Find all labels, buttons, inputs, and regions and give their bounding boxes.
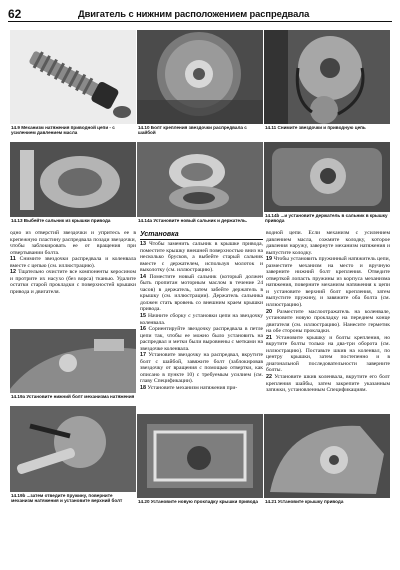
chapter-title: Двигатель с нижним расположением распредвала: [78, 8, 310, 19]
figure-photo: [137, 30, 263, 124]
step-number: 21: [266, 334, 272, 341]
step-number: 11: [10, 256, 16, 263]
figure-14-19a: [10, 329, 136, 405]
figure-caption: 14.14а Установите новый сальник и держатель.: [138, 218, 248, 223]
figure-14-19b: [10, 406, 136, 510]
figure-photo: [264, 414, 390, 498]
figure-caption: 14.11 Снимите звездочки и приводную цепь: [265, 125, 366, 130]
step-text: Тщательно очистите все компоненты керосином и протрите их насухо (без ворса) тканью. Удалите остатки старой прокладки с поверхностей крышки привода и двигателя.: [10, 269, 136, 295]
step-text: Разместите маслоотражатель на коленвале, установите новую прокладку на переднем конце двигателя (см. иллюстрацию). Нанесите герметик на обе стороны прокладки.: [266, 308, 390, 335]
page-header: [8, 6, 392, 22]
step-text: Установите крышку и болты крепления, но вкрутите болты только на два-три оборота (см. иллюстрацию). Поставьте шкив на коленвал, по центру крышки, затем постепенно и в диагональной последовательности заверните болты.: [266, 334, 390, 374]
figure-14-11: [264, 30, 390, 143]
text-column-3: [266, 230, 390, 410]
page-number: 62: [8, 7, 22, 21]
figure-14-10: [137, 30, 263, 143]
step-number: 14: [140, 273, 146, 280]
step-text: Снимите звездочки распредвала и коленвала вместе с цепью (см. иллюстрацию).: [10, 256, 136, 269]
step-number: 17: [140, 352, 146, 359]
figure-14-13: [10, 142, 136, 229]
step-number: 16: [140, 326, 146, 333]
section-heading: Установка: [140, 230, 263, 240]
figure-photo: [10, 142, 136, 217]
paragraph-continued: одно из отверстий звездочки и упритесь ее в крепежную пластину распредвала позади звездочки, чтобы заблокировать ее от вращения при отвертывании болта.: [10, 230, 136, 256]
step-text: Установите звездочку на распредвал, вкрутите болт с шайбой, завяжите болт (заблокировав звездочку от вращения с помощью отвертки, как описано в пункте 10) с требуемым усилием (см. главу Спецификации).: [140, 352, 263, 385]
figure-caption: 14.14b ...и установите держатель в сальник в крышку привода: [265, 213, 388, 224]
figure-caption: 14.21 Установите крышку привода: [265, 499, 344, 504]
step-text: Поместите новый сальник (который должен быть пропитан моторным маслом в течение 24 часов) в держатель, затем забейте держатель в крышку (см. иллюстрации). Держатель сальника должен стать вровень со внешним краем крышки привода.: [140, 273, 263, 313]
figure-photo: [10, 329, 136, 393]
step-text: Начните сборку с установки цепи на звездочку коленвала.: [140, 313, 263, 326]
figure-14-14b: [264, 142, 390, 229]
step-number: 15: [140, 313, 146, 320]
figure-photo: [264, 30, 390, 124]
figure-photo: [264, 142, 390, 212]
step-number: 13: [140, 241, 146, 247]
step-number: 22: [266, 374, 272, 381]
figure-photo: [137, 414, 263, 498]
step-number: 12: [10, 269, 16, 276]
step-text: Чтобы заменить сальник в крышке привода, поместите крышку внешней поверхностью вниз на несколько брусков, а выбейте старый сальник вместе с держателем, используя молоток и выколотку (см. иллюстрацию).: [140, 241, 263, 274]
step-number: 18: [140, 385, 146, 392]
figure-caption: 14.20 Установите новую прокладку крышки привода: [138, 499, 258, 504]
figure-14-9: [10, 30, 136, 143]
step-text: Установите шкив коленвала, вкрутите его болт крепления шайбы, затем закрепите указанным затяжки, установленным Спецификациям.: [266, 374, 390, 394]
figure-caption: 14.19b ...затем отведите пружину, поверните механизм натяжения и установите верхний болт: [11, 493, 123, 504]
figure-photo: [10, 406, 136, 492]
step-number: 19: [266, 256, 272, 263]
figure-caption: 14.13 Выбейте сальник из крышки привода: [11, 218, 111, 223]
step-number: 20: [266, 308, 272, 315]
figure-caption: 14.19а Установите нижний болт механизма натяжения: [11, 394, 135, 399]
figure-14-14a: [137, 142, 263, 229]
step-text: Сориентируйте звездочку распредвала в петле цепи так, чтобы ее можно было установить на распредвал и метки были выровнены с метками на звездочке коленвала.: [140, 326, 263, 352]
text-column-2: [140, 230, 263, 410]
figure-caption: 14.10 Болт крепления звездочки распредвала с шайбой: [138, 125, 247, 136]
figure-photo: [10, 30, 136, 124]
figure-caption: 14.9 Механизм натяжения приводной цепи - с усилением давлением масла: [11, 125, 115, 136]
figure-14-21: [264, 414, 390, 514]
text-column-1: [10, 230, 136, 327]
figure-14-20: [137, 414, 263, 514]
paragraph-continued: водной цепи. Если механизм с усилением давлением масла, сожмите колодку, которое давления наружу, завернуте механизм натяжения и выпустите колодку.: [266, 230, 390, 256]
step-text: Установите механизм натяжения при-: [147, 385, 238, 392]
figure-photo: [137, 142, 263, 217]
step-text: Чтобы установить пружинный натяжитель цепи, разместите механизм на место и вручную заверните нижний болт крепления. Отведите отверткой лопасть пружины из корпуса механизма натяжения, поверните механизм натяжения к цепи и установите верхний болт крепления, затем выпустите пружину, и завяжите оба болта (см. иллюстрацию).: [266, 256, 390, 309]
